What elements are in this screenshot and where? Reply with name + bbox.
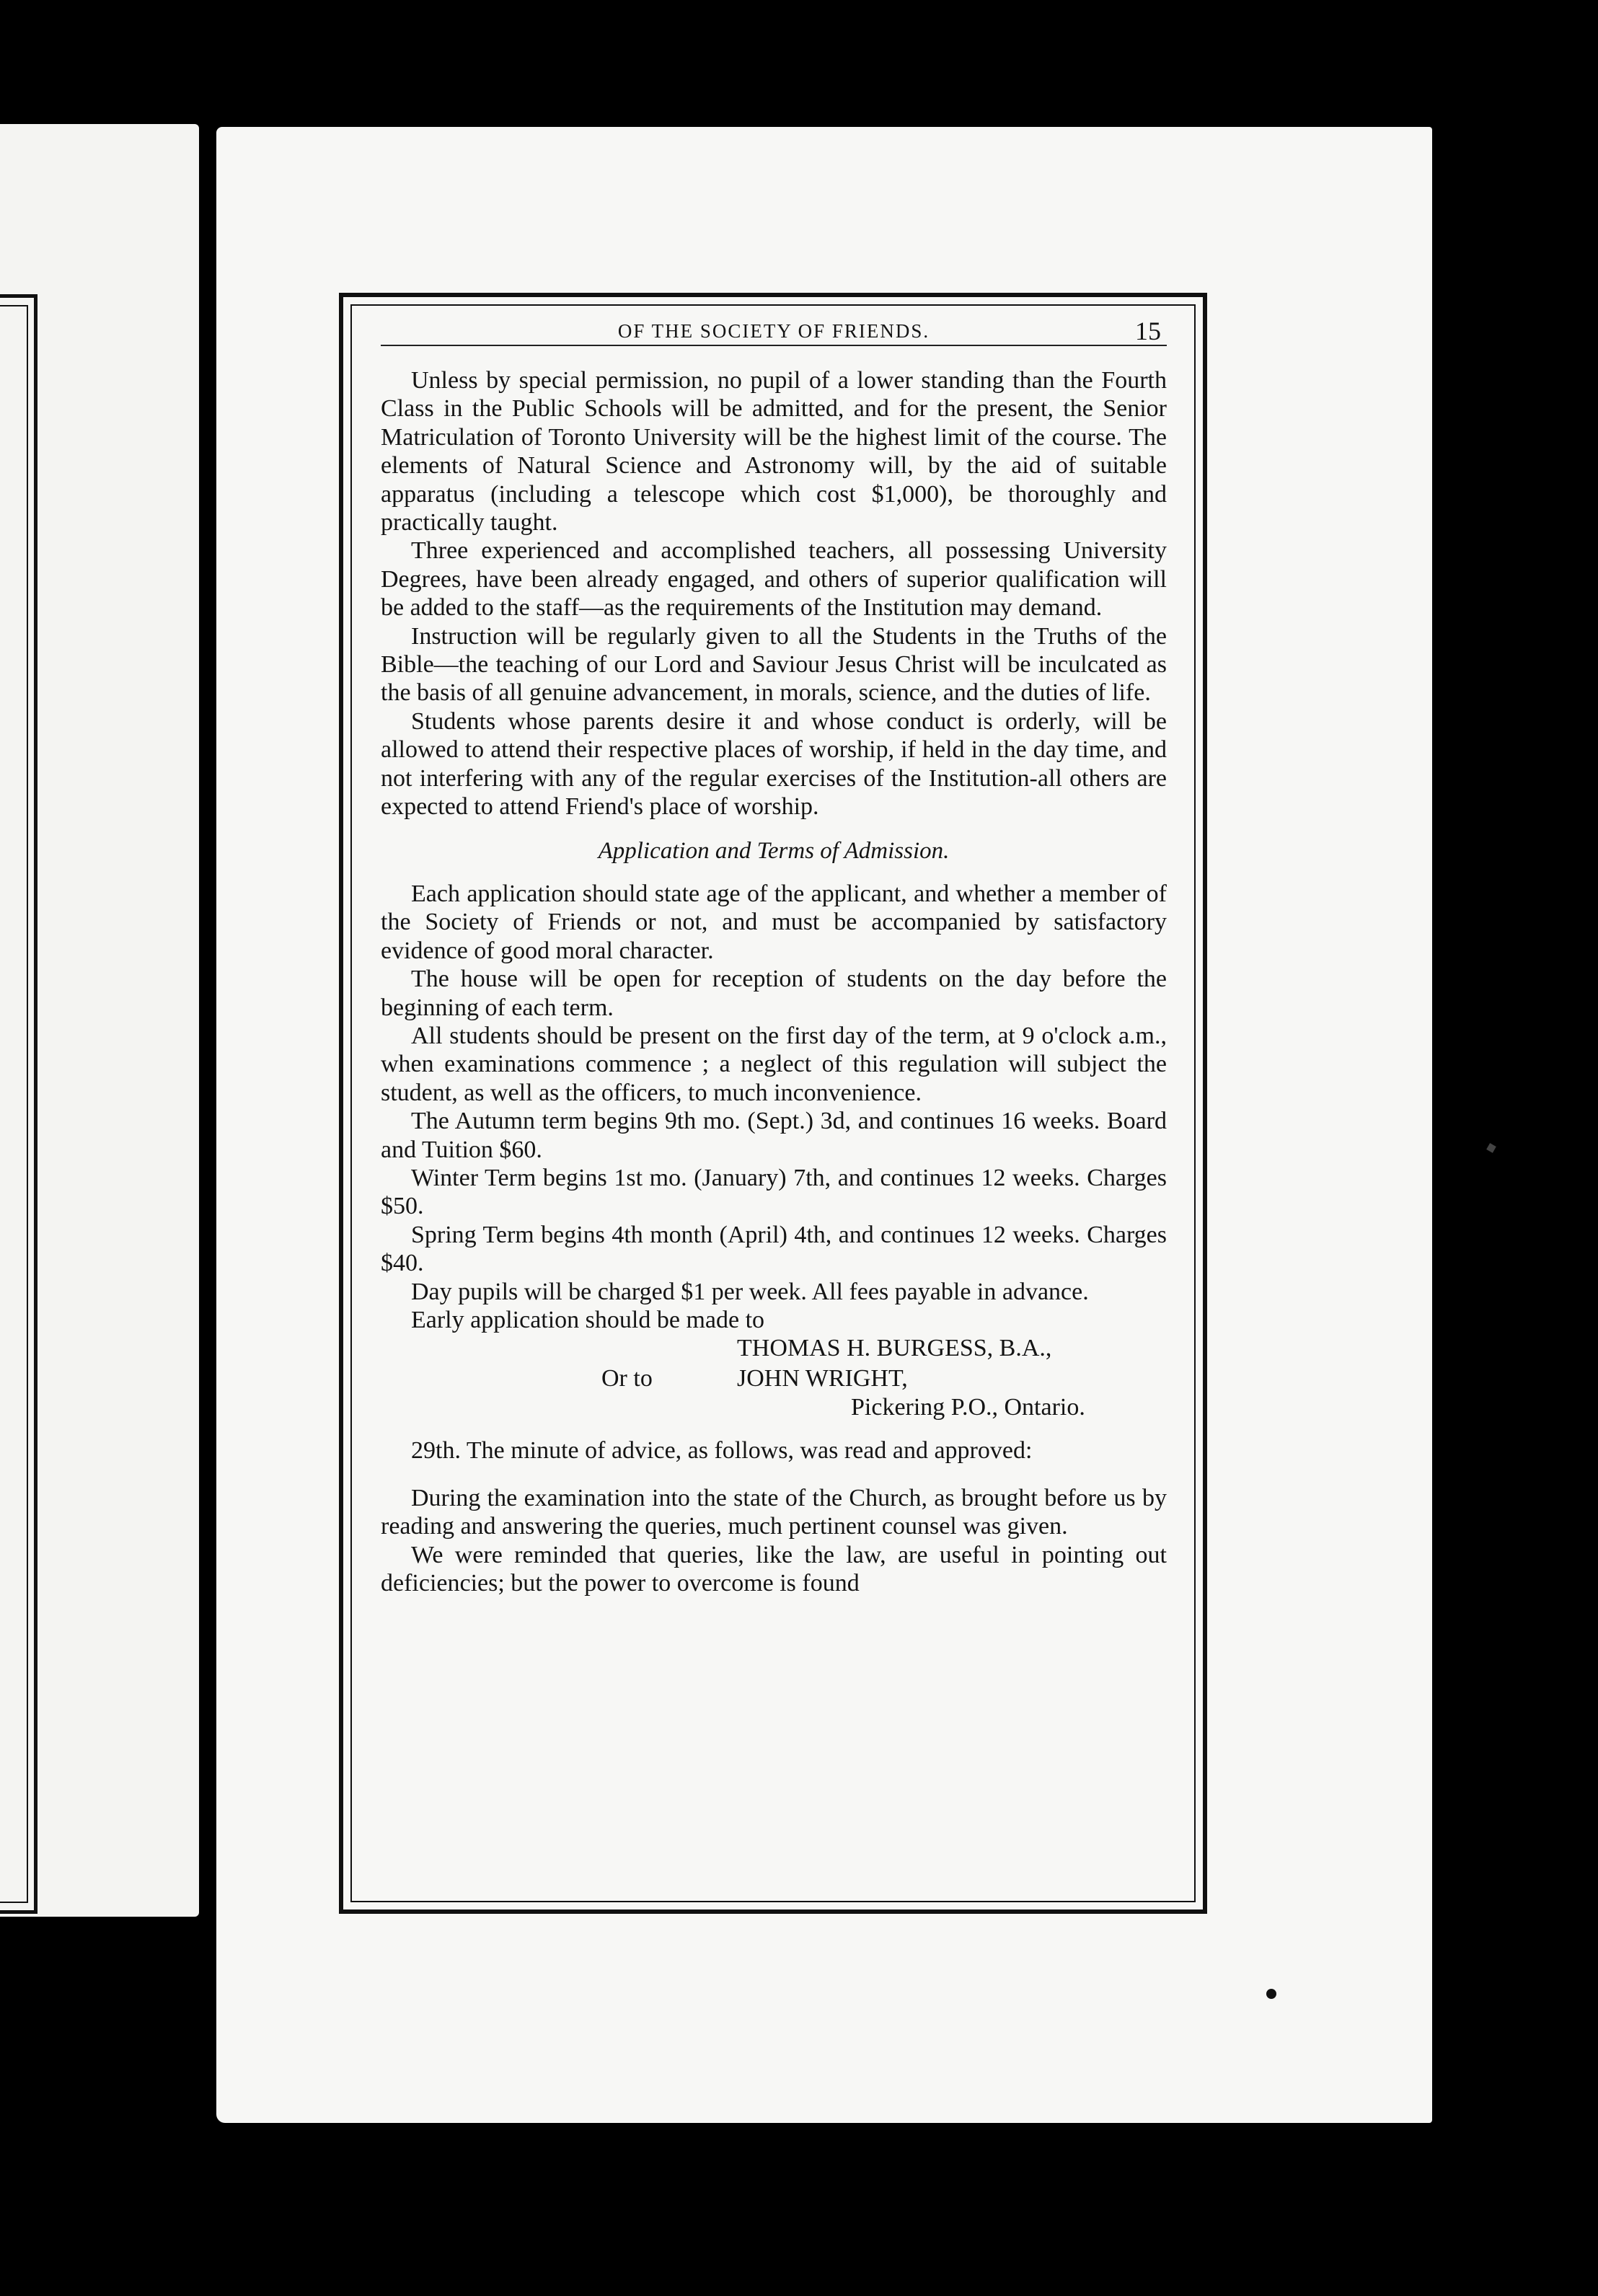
paragraph: During the examination into the state of the Church, as brought before us by reading and answering the queries, much pertinent counsel was given. xyxy=(381,1484,1167,1540)
address-or-to: Or to xyxy=(601,1365,653,1392)
section-heading: Application and Terms of Admission. xyxy=(598,837,950,864)
running-head-title: OF THE SOCIETY OF FRIENDS. xyxy=(617,320,930,342)
paragraph: Three experienced and accomplished teachers, all possessing University Degrees, have been already engaged, and others of superior qualification will be added to the staff—as the requirements of the Institution may demand. xyxy=(381,537,1167,622)
minute-line: 29th. The minute of advice, as follows, was read and approved: xyxy=(411,1437,1033,1465)
address-name-1: THOMAS H. BURGESS, B.A., xyxy=(737,1335,1052,1362)
spacer xyxy=(381,1421,1167,1436)
running-head xyxy=(381,309,1167,346)
paragraph: Instruction will be regularly given to all the Students in the Truths of the Bible—the teaching of our Lord and Saviour Jesus Christ will be inculcated as the basis of all genuine advancement, in morals, science, and the duties of life. xyxy=(381,622,1167,707)
address-block xyxy=(381,1334,1167,1421)
paragraph: Winter Term begins 1st mo. (January) 7th, and continues 12 weeks. Charges $50. xyxy=(381,1164,1167,1220)
body-text xyxy=(381,366,1167,1334)
paragraph: The house will be open for reception of students on the day before the beginning of each term. xyxy=(381,966,1167,1021)
paragraph: Early application should be made to xyxy=(411,1307,765,1333)
paragraph: Students whose parents desire it and whose conduct is orderly, will be allowed to attend their respective places of worship, if held in the day time, and not interfering with any of the regular exercises of the Institution-all others are expected to attend Friend's place of worship. xyxy=(381,707,1167,821)
minute-text xyxy=(381,1436,1167,1597)
address-name-2: JOHN WRIGHT, xyxy=(737,1365,908,1392)
spacer xyxy=(381,1465,1167,1484)
ink-speck xyxy=(1266,1989,1276,1999)
paragraph: Spring Term begins 4th month (April) 4th, and continues 12 weeks. Charges $40. xyxy=(381,1221,1167,1277)
ink-speck xyxy=(1486,1143,1496,1153)
address-place: Pickering P.O., Ontario. xyxy=(851,1394,1085,1421)
paragraph: Unless by special permission, no pupil of a lower standing than the Fourth Class in the Public Schools will be admitted, and for the present, the Senior Matriculation of Toronto University will be the highest limit of the course. The elements of Natural Science and Astronomy will, by the aid of suitable apparatus (including a telescope which cost $1,000), be thoroughly and practically taught. xyxy=(381,367,1167,537)
paragraph: We were reminded that queries, like the law, are useful in pointing out deficiencies; but the power to overcome is found xyxy=(381,1541,1167,1597)
page-number: 15 xyxy=(1135,317,1161,345)
facing-page-edge xyxy=(0,124,199,1917)
paragraph: Day pupils will be charged $1 per week. All fees payable in advance. xyxy=(411,1278,1089,1305)
facing-page-border xyxy=(0,294,37,1914)
paragraph: The Autumn term begins 9th mo. (Sept.) 3d, and continues 16 weeks. Board and Tuition $60. xyxy=(381,1108,1167,1163)
paragraph: Each application should state age of the applicant, and whether a member of the Society of Friends or not, and must be accompanied by satisfactory evidence of good moral character. xyxy=(381,880,1167,964)
paragraph: All students should be present on the first day of the term, at 9 o'clock a.m., when examinations commence ; a neglect of this regulation will subject the student, as well as the officers, to much inconvenience. xyxy=(381,1022,1167,1106)
page-content xyxy=(381,309,1167,1881)
